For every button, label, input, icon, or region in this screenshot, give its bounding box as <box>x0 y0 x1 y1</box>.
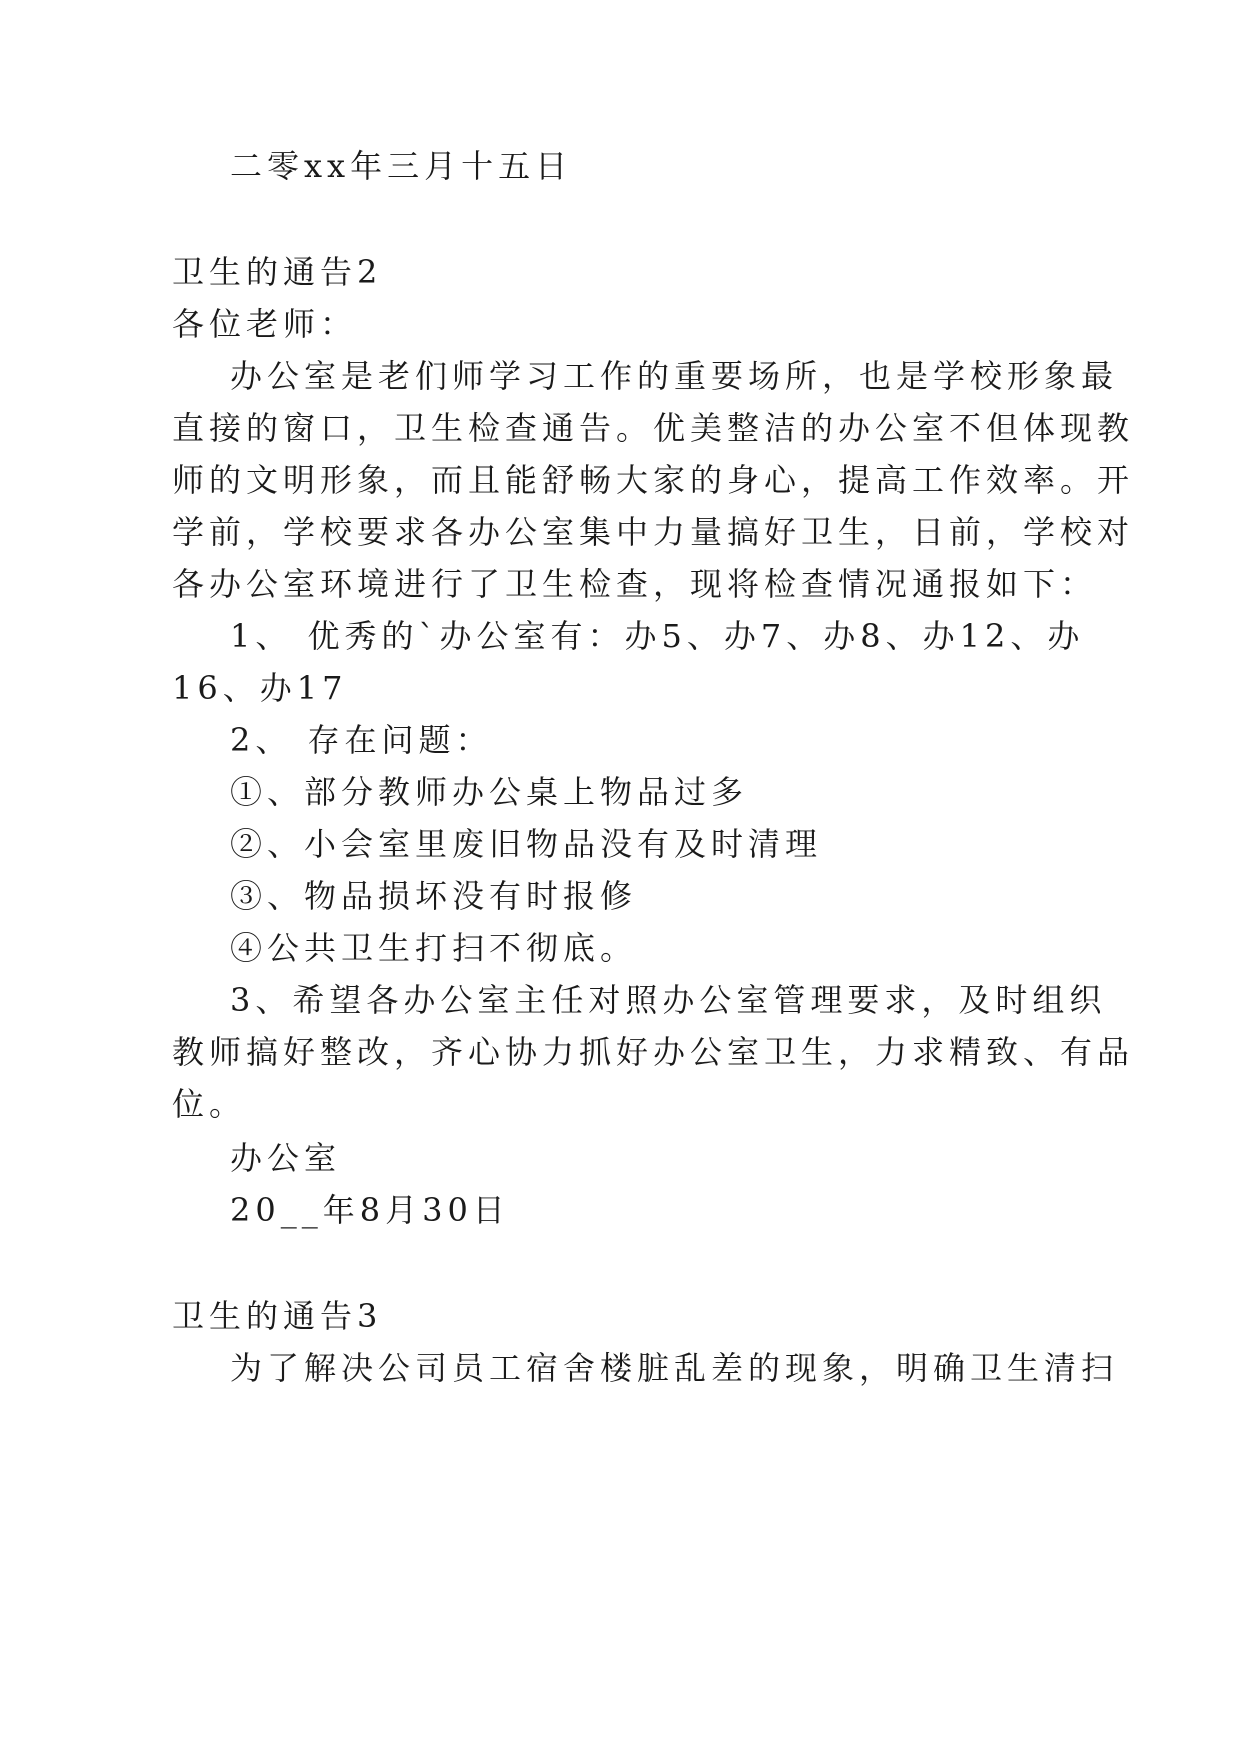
notice-2-date: 20__年8月30日 <box>230 1191 510 1229</box>
notice-3-title: 卫生的通告3 <box>172 1297 383 1335</box>
notice-3-paragraph-line: 为了解决公司员工宿舍楼脏乱差的现象，明确卫生清扫 <box>230 1349 1119 1387</box>
item-3-line: 位。 <box>172 1085 247 1123</box>
item-1-line: 1、 优秀的`办公室有：办5、办7、办8、办12、办 <box>230 617 1085 655</box>
problem-list-item: ②、小会室里废旧物品没有及时清理 <box>230 825 823 863</box>
item-1-line: 16、办17 <box>172 669 348 707</box>
item-2-heading: 2、 存在问题： <box>230 721 493 759</box>
notice-2-title: 卫生的通告2 <box>172 253 383 291</box>
notice-2-paragraph-line: 学前，学校要求各办公室集中力量搞好卫生，日前，学校对 <box>172 513 1135 551</box>
notice-2-paragraph-line: 办公室是老们师学习工作的重要场所，也是学校形象最 <box>230 357 1119 395</box>
notice-2-salutation: 各位老师： <box>172 305 358 343</box>
item-3-line: 3、希望各办公室主任对照办公室管理要求，及时组织 <box>230 981 1107 1019</box>
notice-2-paragraph-line: 直接的窗口，卫生检查通告。优美整洁的办公室不但体现教 <box>172 409 1135 447</box>
problem-list-item: ④公共卫生打扫不彻底。 <box>230 929 638 967</box>
notice-2-paragraph-line: 各办公室环境进行了卫生检查，现将检查情况通报如下： <box>172 565 1098 603</box>
item-3-line: 教师搞好整改，齐心协力抓好办公室卫生，力求精致、有品 <box>172 1033 1135 1071</box>
previous-notice-date: 二零xx年三月十五日 <box>230 147 573 185</box>
problem-list-item: ③、物品损坏没有时报修 <box>230 877 638 915</box>
notice-2-paragraph-line: 师的文明形象，而且能舒畅大家的身心，提高工作效率。开 <box>172 461 1135 499</box>
problem-list-item: ①、部分教师办公桌上物品过多 <box>230 773 749 811</box>
notice-2-signature: 办公室 <box>230 1139 342 1177</box>
